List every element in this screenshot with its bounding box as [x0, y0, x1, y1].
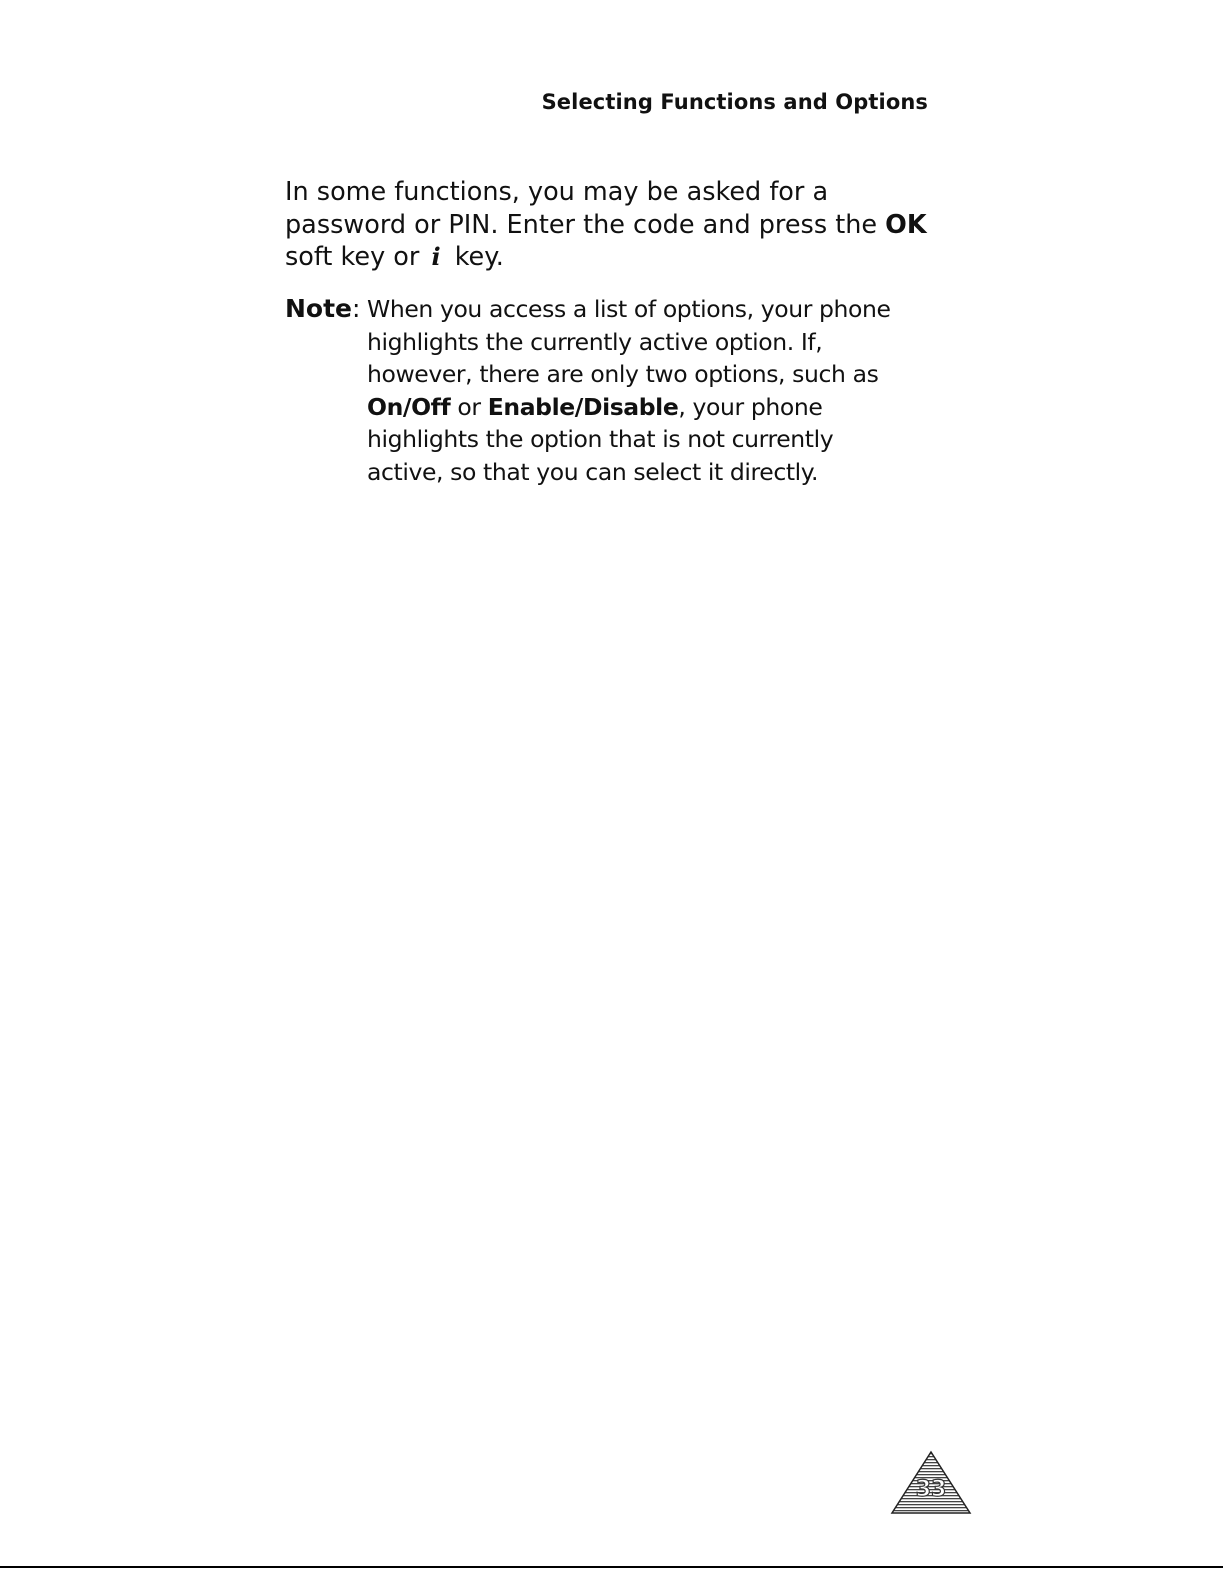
body-line-3: [285, 241, 935, 274]
body-line-3-text: soft key or: [285, 242, 428, 272]
body-line-3-end: key.: [446, 242, 504, 272]
on-off-option: On/Off: [367, 392, 451, 421]
note-label-word: Note: [285, 294, 353, 323]
ok-key-name: OK: [885, 209, 927, 240]
body-line-2-text: password or PIN. Enter the code and press the: [285, 209, 886, 240]
note-label: [285, 293, 360, 326]
page-number: 33: [915, 1477, 947, 1502]
running-header: Selecting Functions and Options: [541, 90, 928, 114]
note-line-3: however, there are only two options, such as: [367, 360, 879, 388]
body-line-2: [285, 209, 935, 242]
note-line-6: active, so that you can select it directly.: [367, 457, 819, 486]
note-label-colon: :: [352, 294, 361, 323]
note-text: [367, 293, 937, 488]
note-line-2: highlights the currently active option. If,: [367, 327, 823, 356]
pyramid-page-marker-icon: [890, 1450, 972, 1516]
note-line-4-or: or: [450, 392, 488, 421]
note-line-1: When you access a list of options, your phone: [367, 295, 891, 323]
note-line-4-end: , your phone: [678, 392, 823, 421]
note-line-5: highlights the option that is not currently: [367, 425, 834, 453]
body-line-1: In some functions, you may be asked for a: [285, 177, 829, 207]
body-paragraph: [285, 176, 935, 274]
enable-disable-option: Enable/Disable: [487, 392, 679, 421]
info-key-icon: i: [431, 242, 441, 271]
bottom-rule: [0, 1566, 1223, 1568]
note-line-4: [367, 391, 937, 424]
